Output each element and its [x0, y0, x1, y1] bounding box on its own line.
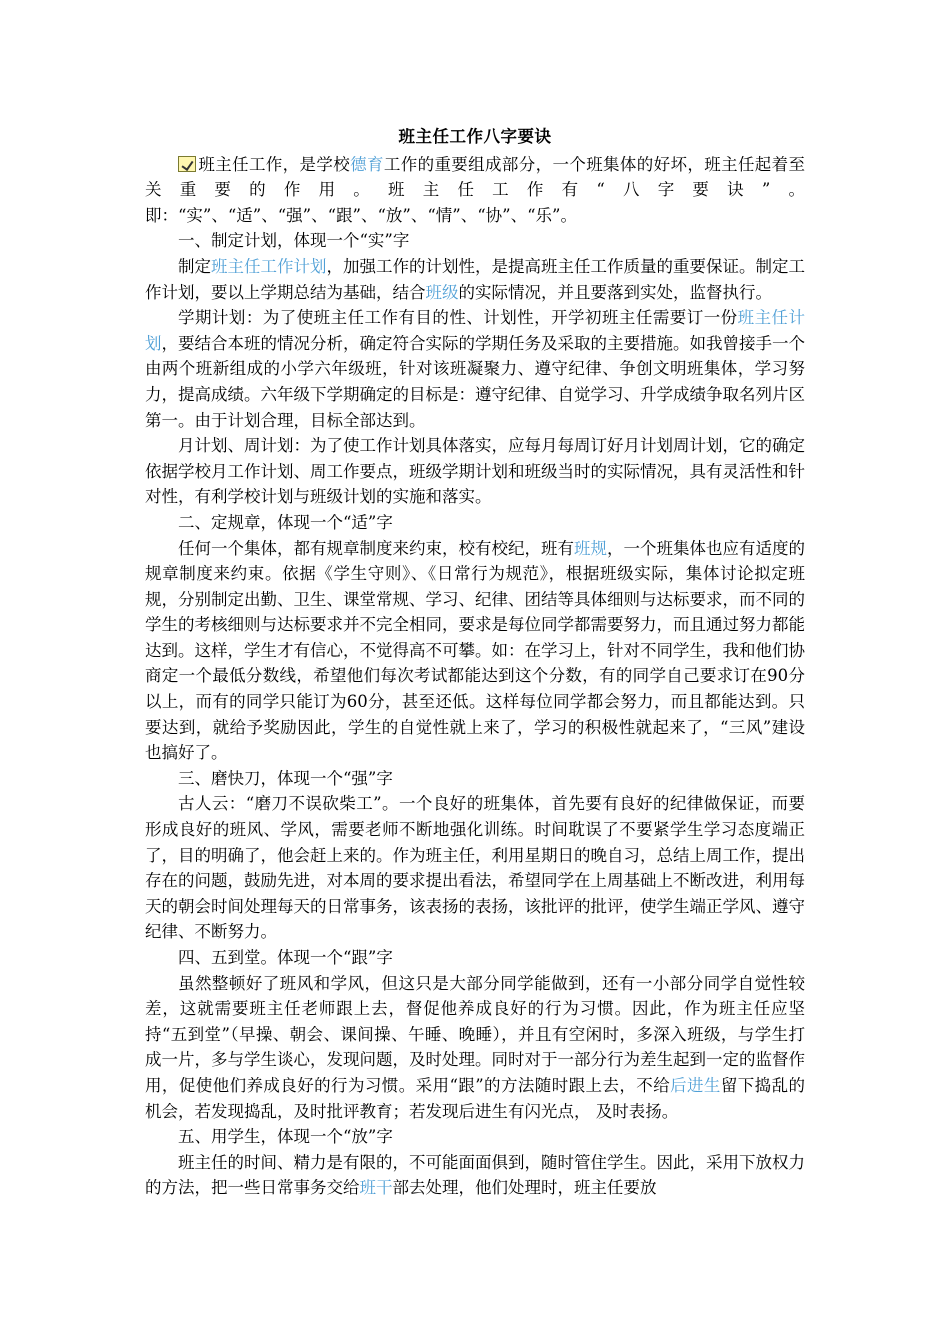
section-1-paragraph-3: 月计划、周计划：为了使工作计划具体落实，应每月每周订好月计划周计划，它的确定依据学校月工作计划、周工作要点，班级学期计划和班级当时的实际情况，具有灵活性和针对性，有利学校计划与班级计划的实施和落实。	[145, 436, 805, 507]
text: 班主任的时间、精力是有限的，不可能面面俱到，随时管住学生。因此，采用下放权力的方法，把一些日常事务交给	[145, 1152, 805, 1198]
link-deyu[interactable]: 德育	[350, 154, 384, 174]
section-3-paragraph-1: 古人云：“磨刀不误砍柴工”。一个良好的班集体，首先要有良好的纪律做保证，而要形成良好的班风、学风，需要老师不断地强化训练。时间耽误了不要紧学生学习态度端正了，目的明确了，他会赶上来的。作为班主任，利用星期日的晚自习，总结上周工作，提出存在的问题，鼓励先进，对本周的要求提出看法，希望同学在上周基础上不断改进，利用每天的朝会时间处理每天的日常事务，该表扬的表扬，该批评的批评，使学生端正学风、遵守纪律、不断努力。	[145, 794, 805, 942]
document-title: 班主任工作八字要诀	[398, 127, 552, 146]
link-teacher-plan[interactable]: 班主任计划	[145, 308, 806, 353]
section-1-heading: 一、制定计划，体现一个“实”字	[178, 231, 410, 251]
link-class[interactable]: 班级	[425, 282, 459, 302]
link-class-rules[interactable]: 班规	[574, 538, 607, 558]
section-5-paragraph-1	[145, 1150, 805, 1201]
text: 学期计划：为了使班主任工作有目的性、计划性，开学初班主任需要订一份	[178, 308, 738, 328]
section-1-paragraph-1	[145, 254, 805, 305]
section-1-paragraph-2	[145, 305, 805, 433]
section-5-heading: 五、用学生，体现一个“放”字	[178, 1127, 393, 1147]
text: 虽然整顿好了班风和学风，但这只是大部分同学能做到，还有一小部分同学自觉性较差，这就需要班主任老师跟上去，督促他养成良好的行为习惯。因此，作为班主任应坚持“五到堂”（早操、朝会、课间操、午睡、晚睡），并且有空闲时，多深入班级，与学生打成一片，多与学生谈心，发现问题，及时处理。同时对于一部分行为差生起到一定的监督作用，促使他们养成良好的行为习惯。采用“跟”的方法随时跟上去，不给	[145, 973, 805, 1095]
text: 制定	[178, 256, 211, 276]
section-4-heading: 四、五到堂。体现一个“跟”字	[178, 948, 393, 967]
section-4-paragraph-1	[145, 971, 805, 1125]
section-2-paragraph-1	[145, 536, 805, 766]
intro-text-pre: 班主任工作，是学校	[198, 154, 351, 174]
link-class-cadre[interactable]: 班干	[359, 1178, 393, 1198]
text: 留下捣乱的机会，若发现捣乱，及时批评教育；若发现后进生有闪光点， 及时表扬。	[145, 1075, 806, 1121]
section-3-heading: 三、磨快刀，体现一个“强”字	[178, 768, 393, 788]
intro-text-post: 工作的重要组成部分，一个班集体的好坏，班主任起着至关重要的作用。班主任工作有“八字要诀”。即：“实”、“适”、“强”、“跟”、“放”、“情”、“协”、“乐”。	[145, 154, 806, 225]
text: 部去处理，他们处理时，班主任要放	[392, 1178, 657, 1198]
intro-paragraph	[145, 152, 805, 229]
text: 任何一个集体，都有规章制度来约束，校有校纪，班有	[178, 538, 574, 558]
text: 的实际情况，并且要落到实处，监督执行。	[458, 282, 772, 302]
link-work-plan[interactable]: 班主任工作计划	[211, 256, 327, 276]
text: ，加强工作的计划性，是提高班主任工作质量的重要保证。制定工作计划，要以上学期总结为基础，结合	[145, 256, 805, 302]
text: ，要结合本班的情况分析，确定符合实际的学期任务及采取的主要措施。如我曾接手一个由两个班新组成的小学六年级班，针对该班凝聚力、遵守纪律、争创文明班集体，学习努力，提高成绩。六年级下学期确定的目标是：遵守纪律、自觉学习、升学成绩争取名列片区第一。由于计划合理，目标全部达到。	[145, 333, 805, 430]
edit-note-icon[interactable]	[178, 156, 196, 172]
document-body	[145, 124, 805, 1201]
link-underachiever[interactable]: 后进生	[670, 1075, 721, 1095]
text: ，一个班集体也应有适度的规章制度来约束。依据《学生守则》、《日常行为规范》，根据班级实际，集体讨论拟定班规，分别制定出勤、卫生、课堂常规、学习、纪律、团结等具体细则与达标要求，而不同的学生的考核细则与达标要求并不完全相同，要求是每位同学都需要努力，而且通过努力都能达到。这样，学生才有信心，不觉得高不可攀。如：在学习上，针对不同学生，我和他们协商定一个最低分数线，希望他们每次考试都能达到这个分数，有的同学自己要求订在90分以上，而有的同学只能订为60分，甚至还低。这样每位同学都会努力，而且都能达到。只要达到，就给予奖励因此，学生的自觉性就上来了，学习的积极性就起来了，“三风”建设也搞好了。	[145, 538, 805, 763]
section-2-heading: 二、定规章，体现一个“适”字	[178, 512, 393, 532]
